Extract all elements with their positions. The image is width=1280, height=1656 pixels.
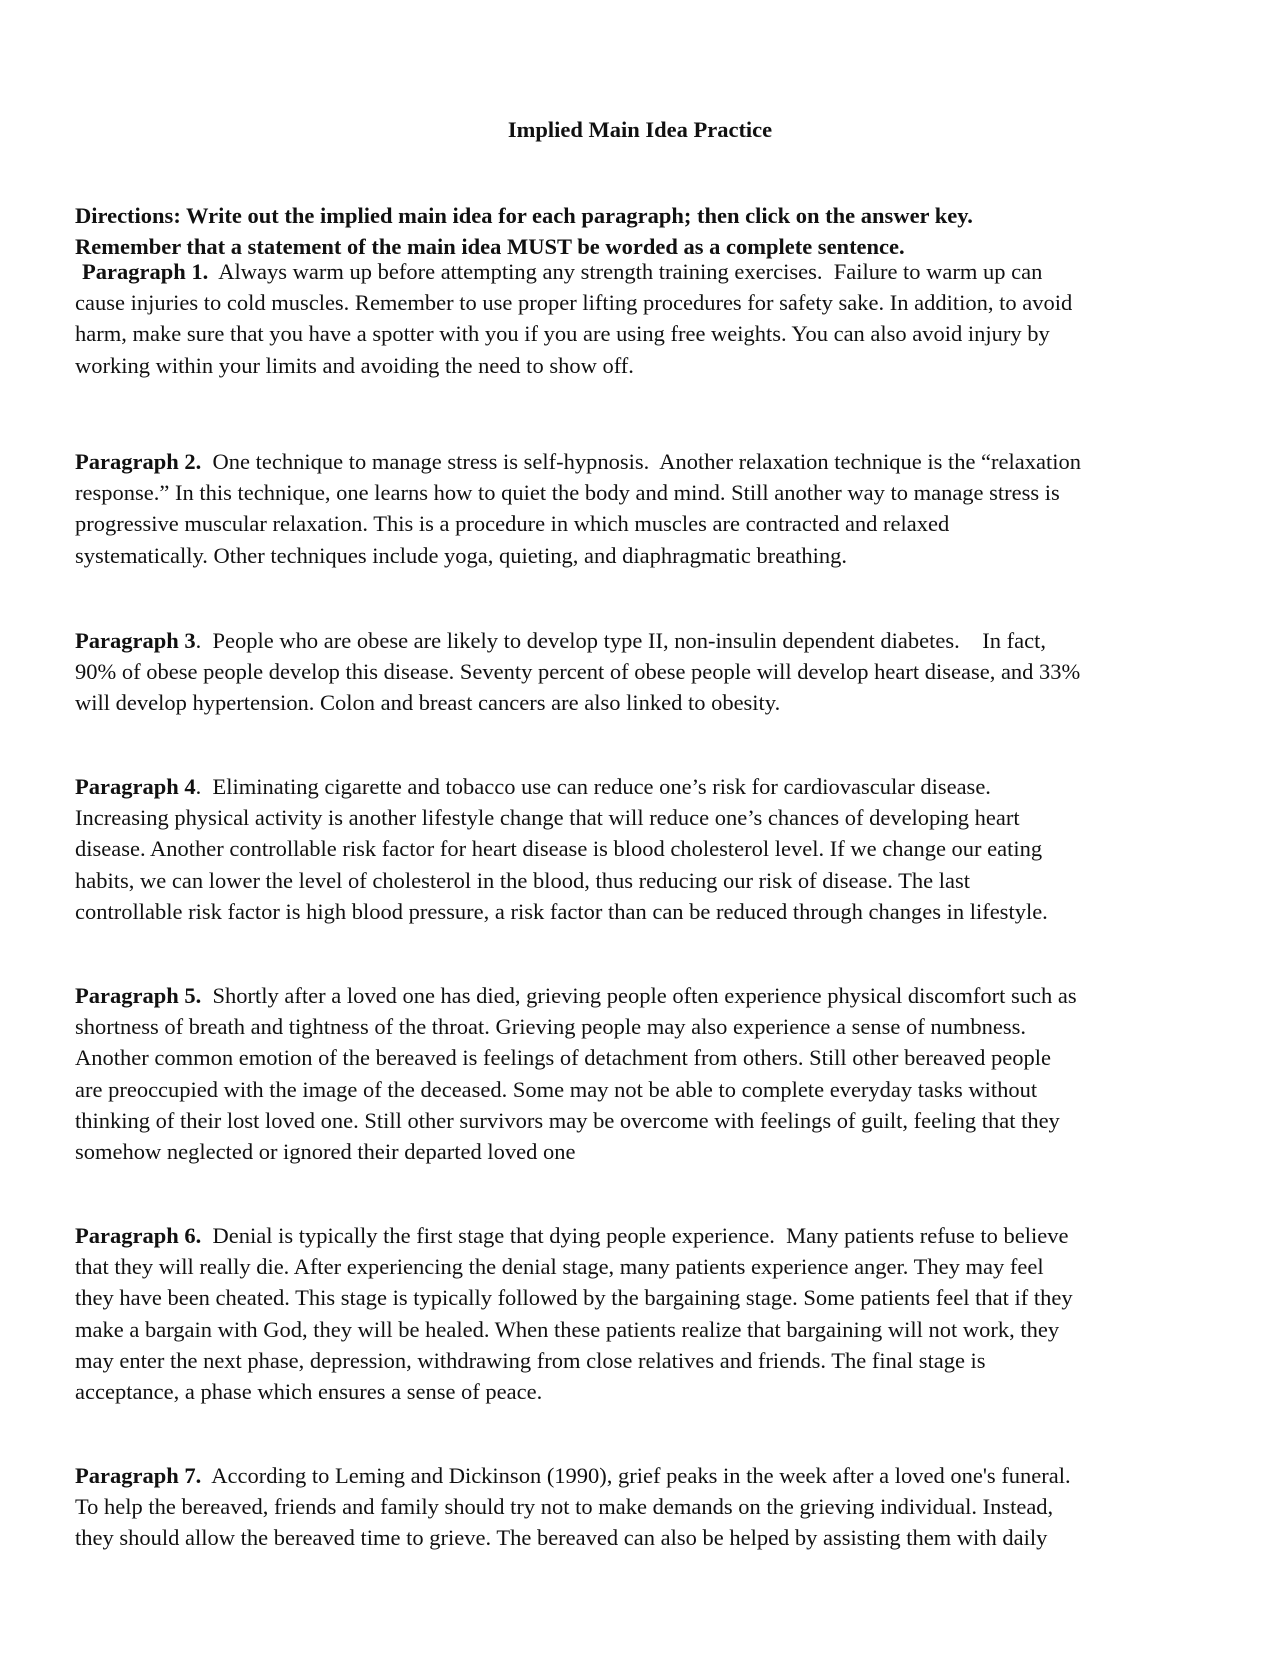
paragraph-label: Paragraph 5.: [75, 983, 202, 1008]
paragraph-line: Paragraph 6. Denial is typically the first stage that dying people experience. Many patients refuse to believe: [75, 1223, 1069, 1248]
paragraph-line: Increasing physical activity is another lifestyle change that will reduce one’s chances of developing heart: [75, 805, 1020, 831]
paragraph-7: [75, 1460, 1215, 1554]
paragraph-line: shortness of breath and tightness of the throat. Grieving people may also experience a sense of numbness.: [75, 1014, 1026, 1040]
paragraph-line: controllable risk factor is high blood pressure, a risk factor than can be reduced through changes in lifestyle.: [75, 898, 1048, 924]
paragraph-line: that they will really die. After experiencing the denial stage, many patients experience anger. They may feel: [75, 1254, 1044, 1280]
paragraph-label: Paragraph 1.: [82, 259, 209, 284]
paragraph-line: acceptance, a phase which ensures a sense of peace.: [75, 1379, 543, 1405]
paragraph-line: Paragraph 2. One technique to manage stress is self-hypnosis. Another relaxation technique is the “relaxation: [75, 449, 1082, 474]
directions: [75, 200, 1215, 262]
paragraph-label: Paragraph 2.: [75, 449, 202, 474]
paragraph-line: Paragraph 4. Eliminating cigarette and tobacco use can reduce one’s risk for cardiovascular disease.: [75, 774, 991, 799]
paragraph-5: [75, 980, 1215, 1167]
paragraph-line: Paragraph 5. Shortly after a loved one has died, grieving people often experience physical discomfort such as: [75, 983, 1077, 1008]
paragraph-line: harm, make sure that you have a spotter with you if you are using free weights. You can also avoid injury by: [75, 321, 1050, 347]
paragraph-line: disease. Another controllable risk factor for heart disease is blood cholesterol level. If we change our eating: [75, 836, 1043, 862]
paragraph-label: Paragraph 3: [75, 628, 196, 653]
paragraph-line: Paragraph 3. People who are obese are likely to develop type II, non-insulin dependent diabetes. In fact,: [75, 628, 1046, 653]
paragraph-line: cause injuries to cold muscles. Remember to use proper lifting procedures for safety sake. In addition, to avoid: [75, 290, 1073, 316]
paragraph-line: working within your limits and avoiding the need to show off.: [75, 352, 634, 378]
paragraph-line: they have been cheated. This stage is typically followed by the bargaining stage. Some patients feel that if they: [75, 1285, 1073, 1311]
paragraph-1: [75, 256, 1215, 381]
paragraph-line: Another common emotion of the bereaved is feelings of detachment from others. Still other bereaved people: [75, 1045, 1051, 1071]
paragraph-line: habits, we can lower the level of cholesterol in the blood, thus reducing our risk of disease. The last: [75, 867, 970, 893]
paragraph-label: Paragraph 6.: [75, 1223, 202, 1248]
paragraph-line: response.” In this technique, one learns how to quiet the body and mind. Still another way to manage stress is: [75, 480, 1060, 506]
directions-line: Directions: Write out the implied main idea for each paragraph; then click on the answer key.: [75, 203, 973, 228]
paragraph-2: [75, 446, 1215, 571]
paragraph-line: are preoccupied with the image of the deceased. Some may not be able to complete everyday tasks without: [75, 1076, 1038, 1102]
paragraph-6: [75, 1220, 1215, 1407]
paragraph-3: [75, 625, 1215, 719]
paragraph-label: Paragraph 7.: [75, 1463, 202, 1488]
paragraph-line: somehow neglected or ignored their departed loved one: [75, 1139, 576, 1165]
paragraph-line: thinking of their lost loved one. Still other survivors may be overcome with feelings of guilt, feeling that they: [75, 1107, 1060, 1133]
paragraph-line: they should allow the bereaved time to grieve. The bereaved can also be helped by assisting them with daily: [75, 1525, 1048, 1551]
paragraph-4: [75, 771, 1215, 927]
paragraph-label: Paragraph 4: [75, 774, 196, 799]
paragraph-line: Paragraph 7. According to Leming and Dickinson (1990), grief peaks in the week after a loved one's funeral.: [75, 1463, 1071, 1488]
paragraph-line: progressive muscular relaxation. This is a procedure in which muscles are contracted and relaxed: [75, 511, 950, 537]
paragraph-line: Paragraph 1. Always warm up before attempting any strength training exercises. Failure to warm up can: [82, 259, 1043, 284]
paragraph-line: will develop hypertension. Colon and breast cancers are also linked to obesity.: [75, 690, 781, 716]
paragraph-line: may enter the next phase, depression, withdrawing from close relatives and friends. The final stage is: [75, 1347, 986, 1373]
paragraph-line: To help the bereaved, friends and family should try not to make demands on the grieving individual. Instead,: [75, 1494, 1054, 1520]
paragraph-line: make a bargain with God, they will be healed. When these patients realize that bargaining will not work, they: [75, 1316, 1060, 1342]
page-title: Implied Main Idea Practice: [507, 117, 773, 142]
directions-line: Remember that a statement of the main idea MUST be worded as a complete sentence.: [75, 234, 905, 259]
paragraph-line: 90% of obese people develop this disease. Seventy percent of obese people will develop heart disease, and 33%: [75, 659, 1081, 685]
paragraph-line: systematically. Other techniques include yoga, quieting, and diaphragmatic breathing.: [75, 542, 848, 568]
